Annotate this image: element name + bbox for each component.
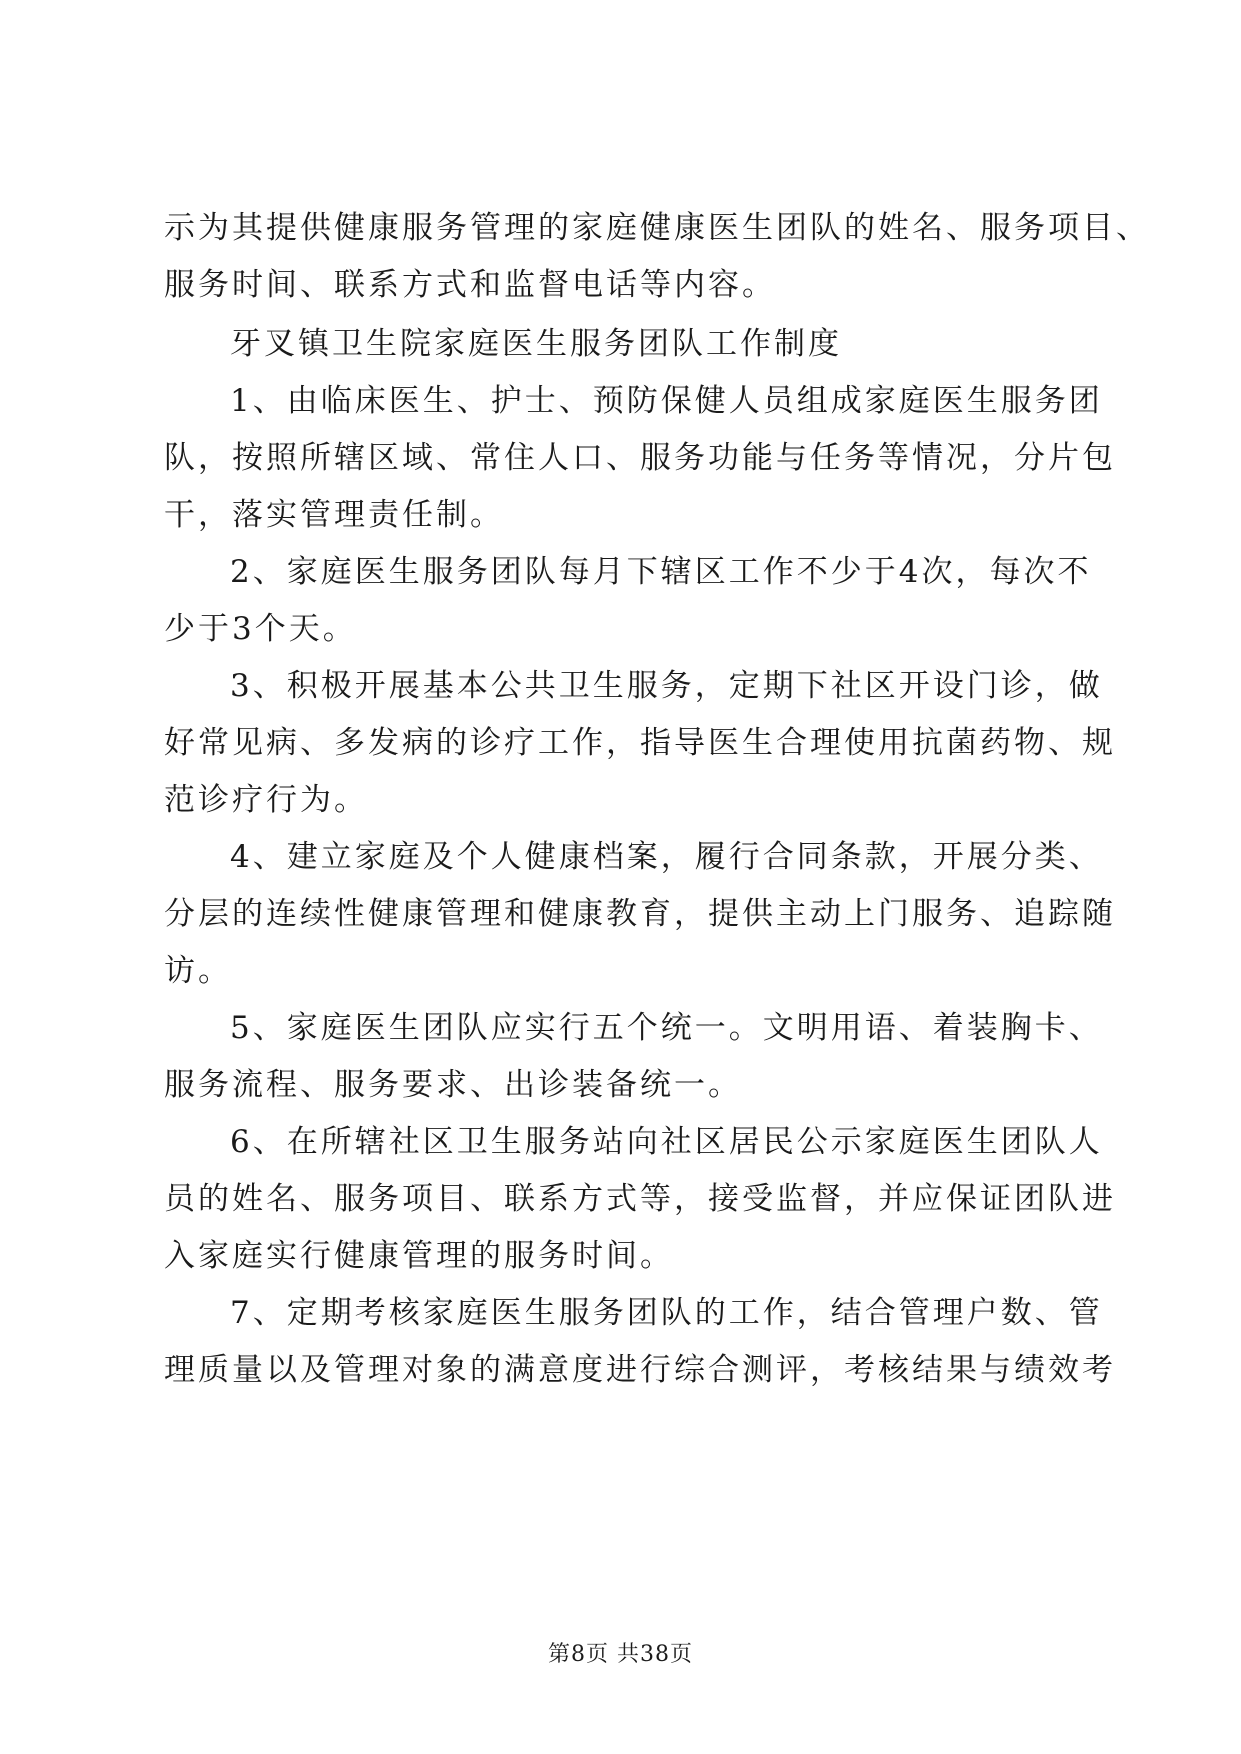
text-line: 3、积极开展基本公共卫生服务，定期下社区开设门诊，做 [230,668,1103,704]
text-line: 干，落实管理责任制。 [164,497,504,533]
text-line: 访。 [164,953,232,989]
text-line: 范诊疗行为。 [164,782,368,818]
text-line: 5、家庭医生团队应实行五个统一。文明用语、着装胸卡、 [230,1010,1103,1046]
text-line: 服务流程、服务要求、出诊装备统一。 [164,1067,742,1103]
text-line: 服务时间、联系方式和监督电话等内容。 [164,267,776,303]
section-title: 牙叉镇卫生院家庭医生服务团队工作制度 [230,326,842,362]
text-line: 2、家庭医生服务团队每月下辖区工作不少于4次，每次不 [230,554,1092,590]
text-line: 分层的连续性健康管理和健康教育，提供主动上门服务、追踪随 [164,896,1116,932]
text-line: 6、在所辖社区卫生服务站向社区居民公示家庭医生团队人 [230,1124,1103,1160]
text-line: 员的姓名、服务项目、联系方式等，接受监督，并应保证团队进 [164,1181,1116,1217]
text-line: 4、建立家庭及个人健康档案，履行合同条款，开展分类、 [230,839,1103,875]
text-line: 入家庭实行健康管理的服务时间。 [164,1238,674,1274]
text-line: 理质量以及管理对象的满意度进行综合测评，考核结果与绩效考 [164,1352,1116,1388]
text-line: 示为其提供健康服务管理的家庭健康医生团队的姓名、服务项目、 [164,210,1150,246]
page-number-footer: 第8页 共38页 [548,1642,693,1667]
text-line: 少于3个天。 [164,611,357,647]
text-line: 7、定期考核家庭医生服务团队的工作，结合管理户数、管 [230,1295,1103,1331]
text-line: 1、由临床医生、护士、预防保健人员组成家庭医生服务团 [230,383,1103,419]
text-line: 队，按照所辖区域、常住人口、服务功能与任务等情况，分片包 [164,440,1116,476]
text-line: 好常见病、多发病的诊疗工作，指导医生合理使用抗菌药物、规 [164,725,1116,761]
